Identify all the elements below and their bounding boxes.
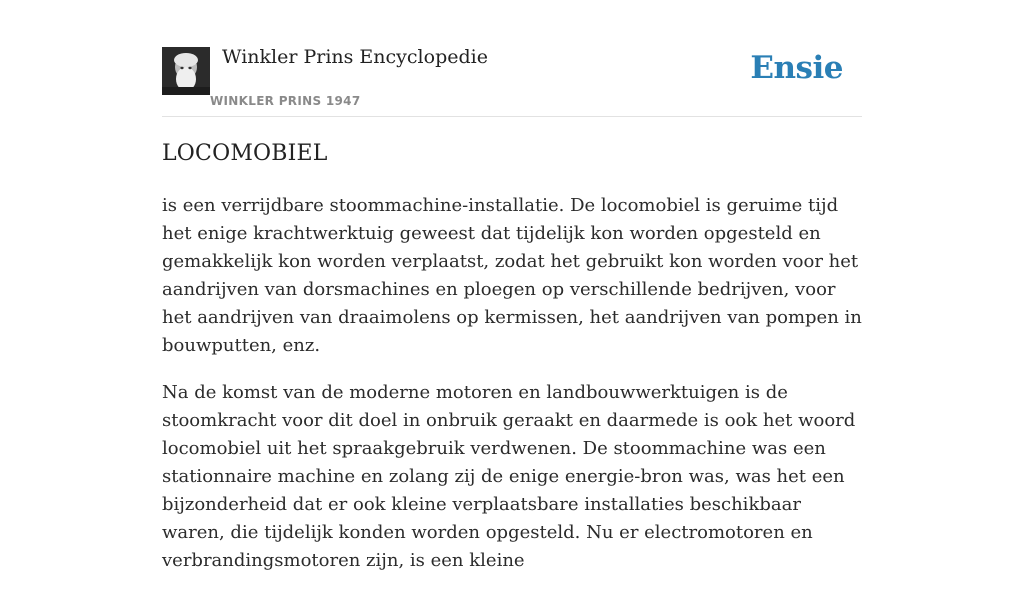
source-edition-label: WINKLER PRINS 1947 xyxy=(210,94,361,108)
article-title: LOCOMOBIEL xyxy=(162,141,328,166)
page-container xyxy=(162,0,862,571)
source-title[interactable]: Winkler Prins Encyclopedie xyxy=(222,46,488,68)
article-paragraph: is een verrijdbare stoommachine-installatie. De locomobiel is geruime tijd het enige krachtwerktuig geweest dat tijdelijk kon worden opgesteld en gemakkelijk kon worden verplaatst, zodat het gebruikt kon worden voor het aandrijven van dorsmachines en ploegen op verschillende bedrijven, voor het aandrijven van draaimolens op kermissen, het aandrijven van pompen in bouwputten, enz. xyxy=(162,195,862,356)
article-paragraph: Na de komst van de moderne motoren en landbouwwerktuigen is de stoomkracht voor dit doel in onbruik geraakt en daarmede is ook het woord locomobiel uit het spraakgebruik verdwenen. De stoommachine was een stationnaire machine en zolang zij de enige energie-bron was, was het een bijzonderheid dat er ook kleine verplaatsbare installaties beschikbaar waren, die tijdelijk konden worden opgesteld. Nu er electromotoren en verbrandingsmotoren zijn, is een kleine xyxy=(162,382,856,571)
article-body xyxy=(162,192,862,594)
brand-logo[interactable]: Ensie xyxy=(750,50,843,86)
source-header xyxy=(162,0,862,117)
portrait-avatar-icon[interactable] xyxy=(162,47,210,95)
